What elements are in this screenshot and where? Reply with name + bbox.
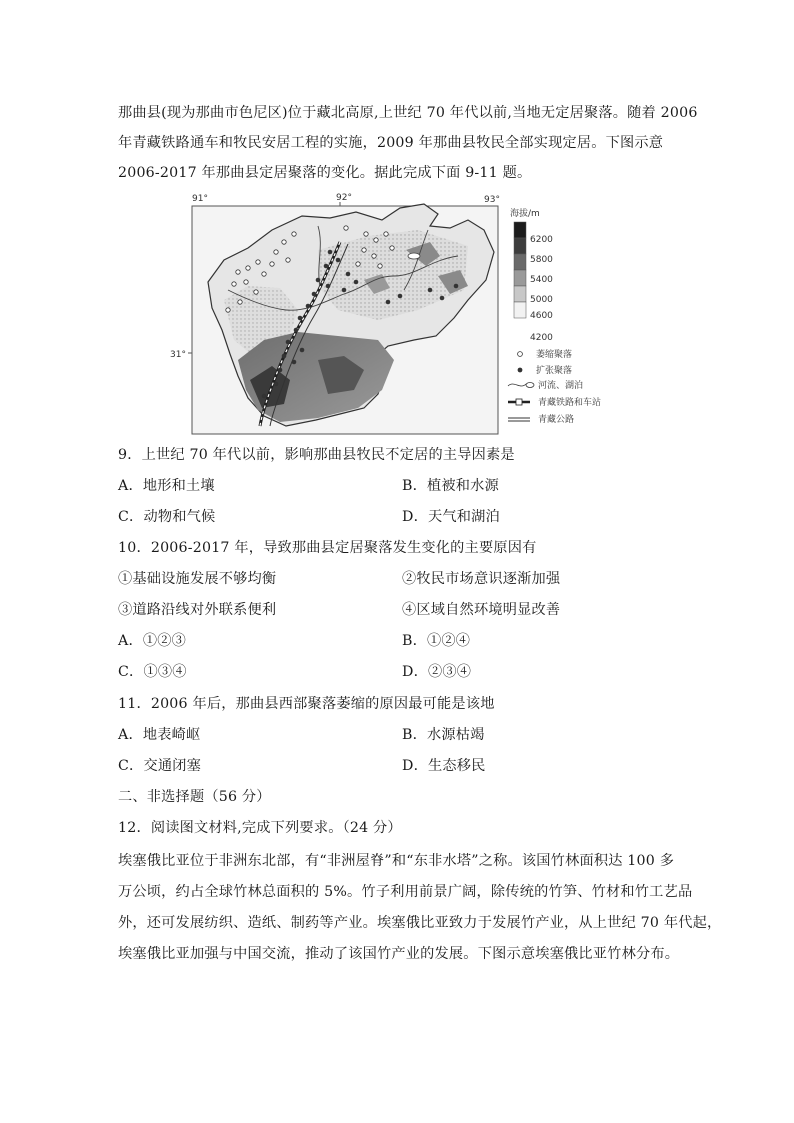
legend-title: 海拔/m xyxy=(510,209,540,219)
legend-elev-5400: 5400 xyxy=(530,275,553,285)
q10-option-a: A．①②③ xyxy=(118,633,186,649)
intro-line-3: 2006-2017 年那曲县定居聚落的变化。据此完成下面 9-11 题。 xyxy=(118,165,532,181)
lon-label-93: 93° xyxy=(484,195,500,205)
q12-paragraph-line-2: 万公顷，约占全球竹林总面积的 5%。竹子利用前景广阔，除传统的竹笋、竹材和竹工艺品 xyxy=(118,884,693,900)
q10-statement-4: ④区域自然环境明显改善 xyxy=(402,602,561,618)
map-legend xyxy=(508,207,601,425)
q10-statement-3: ③道路沿线对外联系便利 xyxy=(118,602,277,618)
q9-stem: 9．上世纪 70 年代以前，影响那曲县牧民不定居的主导因素是 xyxy=(118,447,515,463)
shrinking-settlement-icon xyxy=(518,352,523,357)
lat-label-31: 31° xyxy=(170,350,186,360)
legend-highway: 青藏公路 xyxy=(538,415,575,425)
q10-option-b: B．①②④ xyxy=(402,633,471,649)
legend-elev-6200: 6200 xyxy=(530,235,553,245)
q10-statement-1: ①基础设施发展不够均衡 xyxy=(118,571,277,587)
q11-option-d: D．生态移民 xyxy=(402,758,486,774)
legend-elev-4200: 4200 xyxy=(530,333,553,343)
q12-paragraph-line-1: 埃塞俄比亚位于非洲东北部，有“非洲屋脊”和“东非水塔”之称。该国竹林面积达 100 多 xyxy=(118,853,675,869)
lake-icon xyxy=(526,383,534,388)
legend-elev-5800: 5800 xyxy=(530,255,553,265)
q11-stem: 11．2006 年后，那曲县西部聚落萎缩的原因最可能是该地 xyxy=(118,696,495,712)
q11-option-a: A．地表崎岖 xyxy=(118,727,201,743)
q10-option-d: D．②③④ xyxy=(402,664,472,680)
lon-label-91: 91° xyxy=(192,194,208,204)
q10-statement-2: ②牧民市场意识逐渐加强 xyxy=(402,571,561,587)
q9-option-c: C．动物和气候 xyxy=(118,509,216,525)
legend-expanding: 扩张聚落 xyxy=(536,366,573,376)
legend-railway: 青藏铁路和车站 xyxy=(538,398,602,408)
legend-elev-5000: 5000 xyxy=(530,295,553,305)
q10-stem: 10．2006-2017 年，导致那曲县定居聚落发生变化的主要原因有 xyxy=(118,540,537,556)
q11-option-c: C．交通闭塞 xyxy=(118,758,201,774)
expanding-settlement-icon xyxy=(518,368,523,373)
q10-option-c: C．①③④ xyxy=(118,664,187,680)
q9-option-b: B．植被和水源 xyxy=(402,478,499,494)
q12-paragraph-line-3: 外，还可发展纺织、造纸、制药等产业。埃塞俄比亚致力于发展竹产业，从上世纪 70 年代起， xyxy=(118,915,722,931)
q12-stem: 12．阅读图文材料,完成下列要求。（24 分） xyxy=(118,820,402,836)
intro-line-2: 年青藏铁路通车和牧民安居工程的实施，2009 年那曲县牧民全部实现定居。下图示意 xyxy=(118,135,664,151)
intro-line-1: 那曲县(现为那曲市色尼区)位于藏北高原,上世纪 70 年代以前,当地无定居聚落。随着 2006 xyxy=(118,105,698,121)
q12-paragraph-line-4: 埃塞俄比亚加强与中国交流，推动了该国竹产业的发展。下图示意埃塞俄比亚竹林分布。 xyxy=(118,946,680,962)
q11-option-b: B．水源枯竭 xyxy=(402,727,485,743)
q9-option-d: D．天气和湖泊 xyxy=(402,509,500,525)
q9-option-a: A．地形和土壤 xyxy=(118,478,215,494)
legend-river-lake: 河流、湖泊 xyxy=(538,381,584,391)
legend-shrinking: 萎缩聚落 xyxy=(536,350,573,360)
river-icon xyxy=(508,384,526,386)
legend-elev-4600: 4600 xyxy=(530,311,553,321)
station-icon xyxy=(516,399,522,405)
section-2-heading: 二、非选择题（56 分） xyxy=(118,789,271,805)
lon-label-92: 92° xyxy=(336,193,352,203)
settlement-map-figure xyxy=(168,190,608,438)
